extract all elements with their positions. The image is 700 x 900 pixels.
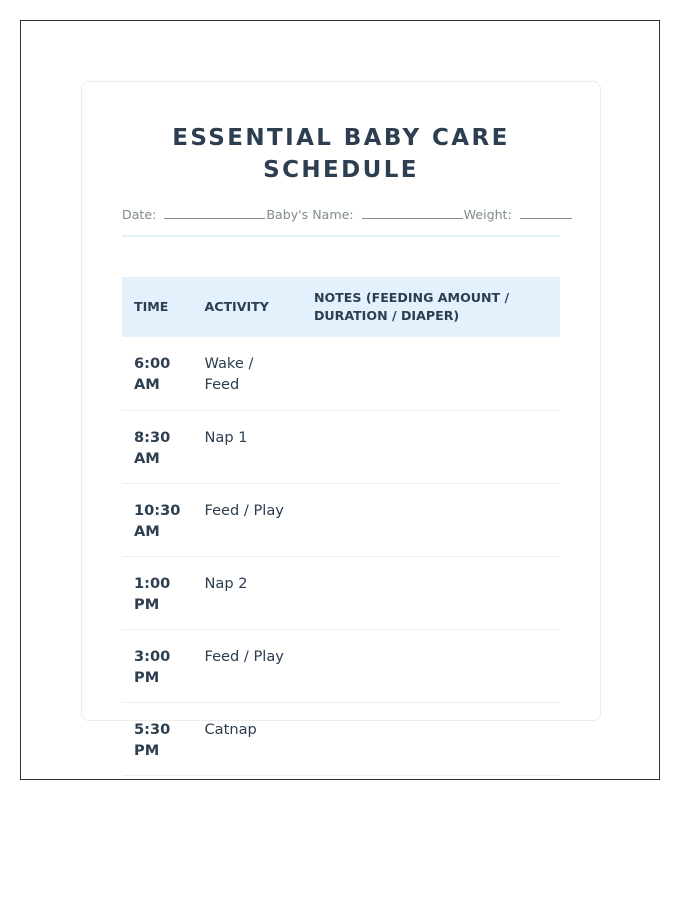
row-time: 3:00 PM (122, 629, 192, 702)
date-field-line[interactable] (164, 207, 265, 219)
column-header-notes: NOTES (FEEDING AMOUNT / DURATION / DIAPER) (302, 277, 560, 337)
baby-name-field-line[interactable] (362, 207, 463, 219)
table-row (122, 410, 560, 483)
row-notes[interactable] (302, 483, 560, 556)
row-activity: Feed / Play (192, 483, 301, 556)
table-row (122, 629, 560, 702)
row-activity: Feed / Play (192, 629, 301, 702)
table-header-row (122, 277, 560, 337)
row-time: 1:00 PM (122, 556, 192, 629)
row-activity: Catnap (192, 702, 301, 775)
schedule-table (122, 277, 560, 776)
row-time: 6:00 AM (122, 337, 192, 410)
row-activity: Wake / Feed (192, 337, 301, 410)
row-notes[interactable] (302, 556, 560, 629)
page-title: ESSENTIAL BABY CARE SCHEDULE (172, 125, 510, 183)
meta-fields (122, 207, 560, 223)
table-row (122, 483, 560, 556)
weight-field-line[interactable] (520, 207, 572, 219)
row-notes[interactable] (302, 337, 560, 410)
table-row (122, 702, 560, 775)
row-notes[interactable] (302, 410, 560, 483)
row-time: 10:30 AM (122, 483, 192, 556)
table-row (122, 337, 560, 410)
column-header-time: TIME (122, 277, 192, 337)
weight-label: Weight: (463, 207, 512, 222)
row-activity: Nap 2 (192, 556, 301, 629)
row-activity: Nap 1 (192, 410, 301, 483)
row-notes[interactable] (302, 629, 560, 702)
date-label: Date: (122, 207, 157, 222)
row-time: 5:30 PM (122, 702, 192, 775)
row-time: 8:30 AM (122, 410, 192, 483)
schedule-content (122, 122, 560, 776)
column-header-activity: ACTIVITY (192, 277, 301, 337)
table-row (122, 556, 560, 629)
header-divider (122, 235, 560, 237)
baby-name-label: Baby's Name: (266, 207, 354, 222)
row-notes[interactable] (302, 702, 560, 775)
